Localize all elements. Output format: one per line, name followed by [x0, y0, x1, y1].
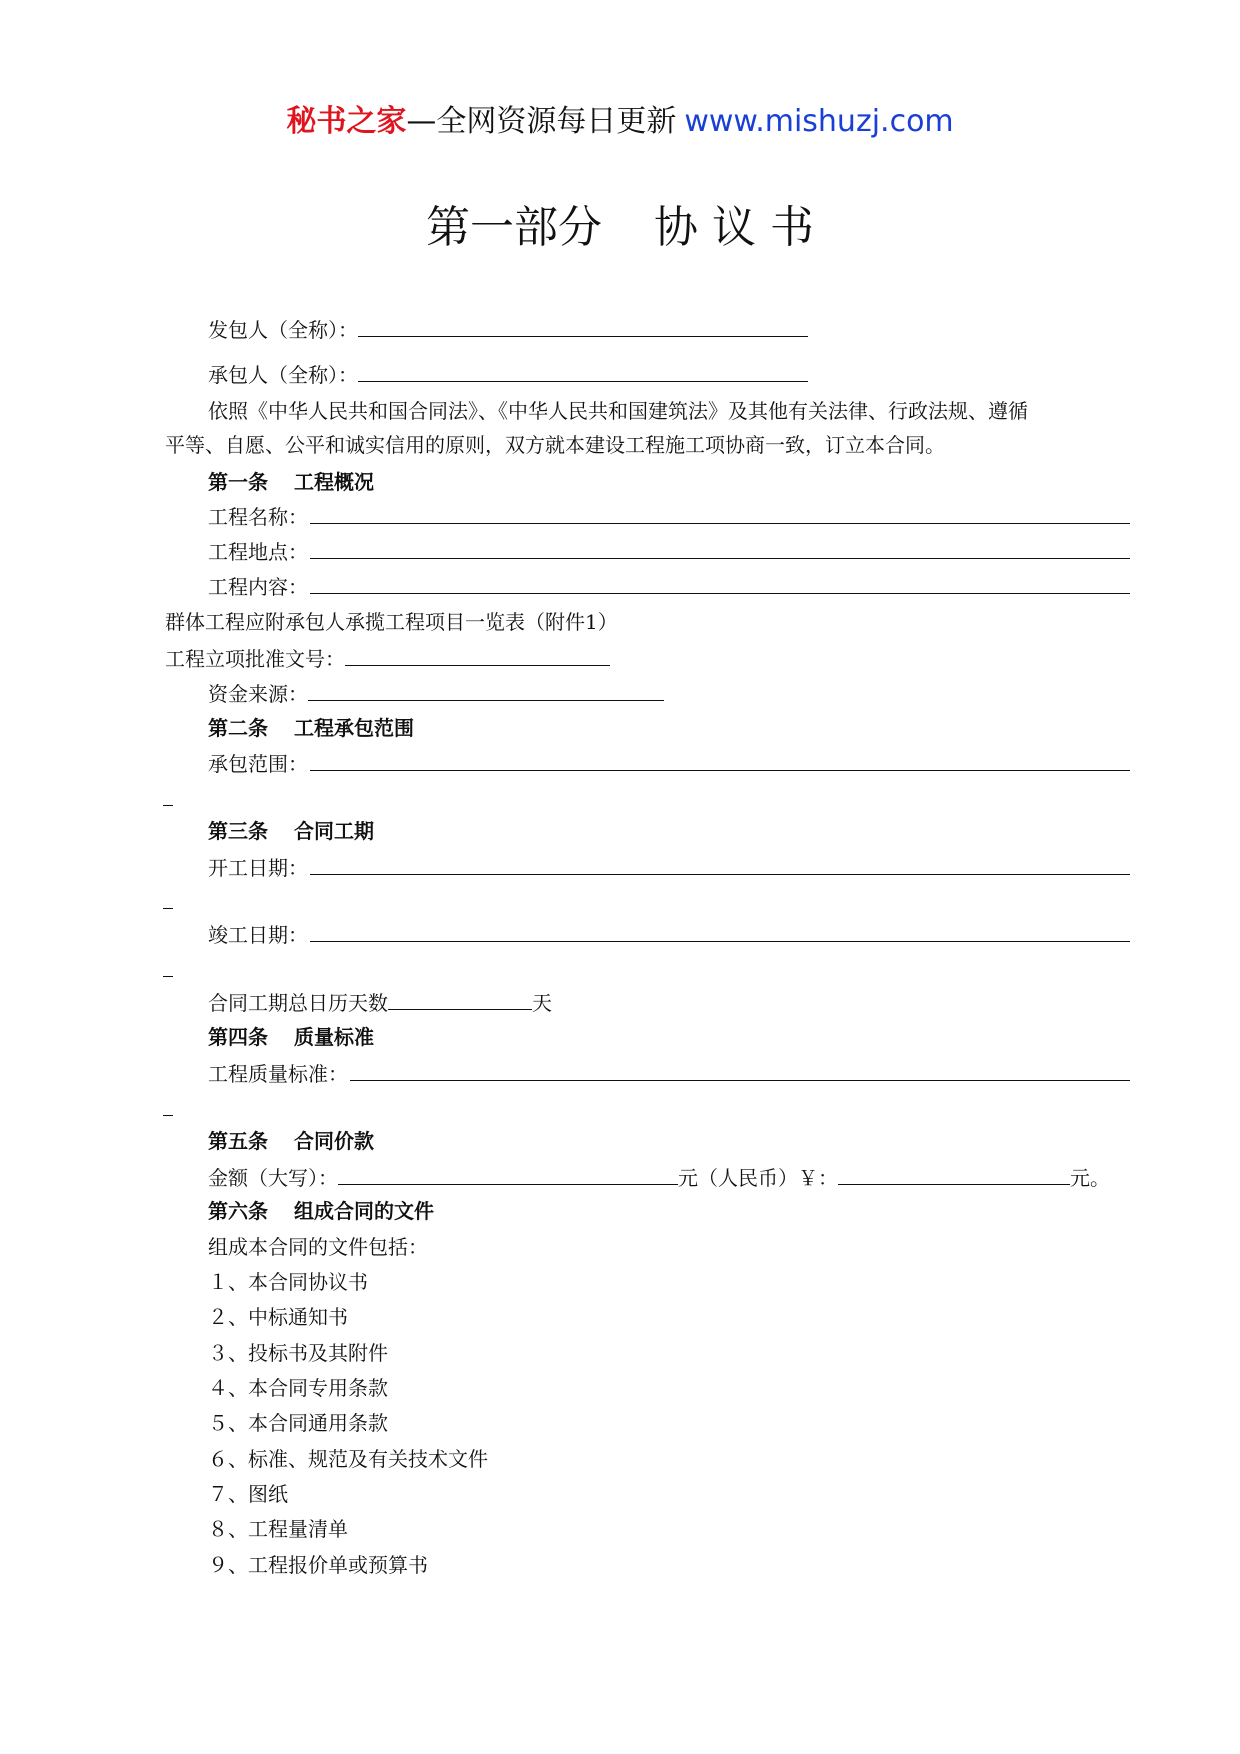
list-item: ８、工程量清单 [208, 1517, 348, 1541]
project-location-blank [310, 536, 1130, 559]
list-item: ９、工程报价单或预算书 [208, 1553, 428, 1577]
intro-line-1: 依照《中华人民共和国合同法》、《中华人民共和国建筑法》及其他有关法律、行政法规、遵循 [208, 399, 1028, 423]
contractor-line [208, 359, 808, 390]
project-name-label: 工程名称： [208, 505, 308, 529]
contract-amount-line [208, 1162, 1110, 1193]
article-3-number: 第三条 [208, 819, 268, 843]
list-item: ５、本合同通用条款 [208, 1411, 388, 1435]
approval-number-label: 工程立项批准文号： [165, 647, 345, 671]
amount-rmb-blank [838, 1162, 1070, 1185]
completion-date-blank [310, 919, 1130, 942]
article-1-number: 第一条 [208, 470, 268, 494]
article-3-title: 合同工期 [294, 819, 374, 843]
funding-source-line [208, 678, 664, 709]
list-item: ７、图纸 [208, 1482, 288, 1506]
article-2-heading [208, 713, 414, 743]
amount-rmb-label: 元（人民币）￥： [678, 1166, 838, 1190]
completion-date-continuation-dash [163, 976, 173, 977]
list-item: ２、中标通知书 [208, 1305, 348, 1329]
project-name-blank [310, 501, 1130, 524]
article-5-number: 第五条 [208, 1129, 268, 1153]
article-2-title: 工程承包范围 [294, 716, 414, 740]
employer-label: 发包人（全称）： [208, 318, 358, 342]
funding-source-blank [308, 678, 664, 701]
quality-standard-label: 工程质量标准： [208, 1062, 348, 1086]
intro-line-2: 平等、自愿、公平和诚实信用的原则，双方就本建设工程施工项协商一致，订立本合同。 [165, 433, 945, 457]
article-2-number: 第二条 [208, 716, 268, 740]
start-date-line [208, 852, 1130, 883]
quality-standard-line [208, 1058, 1130, 1089]
article-1-heading [208, 467, 374, 497]
project-location-line [208, 536, 1130, 567]
article-6-title: 组成合同的文件 [294, 1199, 434, 1223]
article-5-heading [208, 1126, 374, 1156]
list-item: ３、投标书及其附件 [208, 1341, 388, 1365]
scope-label: 承包范围： [208, 752, 308, 776]
site-header [0, 100, 1240, 144]
title-part: 第一部分 [426, 202, 602, 253]
project-content-line [208, 571, 1130, 602]
start-date-blank [310, 852, 1130, 875]
total-days-line [208, 987, 552, 1018]
project-location-label: 工程地点： [208, 540, 308, 564]
contractor-blank [358, 359, 808, 382]
total-days-unit: 天 [532, 991, 552, 1015]
article-4-number: 第四条 [208, 1025, 268, 1049]
documents-intro: 组成本合同的文件包括： [208, 1235, 428, 1259]
contractor-label: 承包人（全称）： [208, 363, 358, 387]
amount-yuan: 元。 [1070, 1166, 1110, 1190]
brand-name: 秘书之家 [286, 104, 407, 139]
article-5-title: 合同价款 [294, 1129, 374, 1153]
completion-date-label: 竣工日期： [208, 923, 308, 947]
article-6-number: 第六条 [208, 1199, 268, 1223]
project-content-blank [310, 571, 1130, 594]
scope-continuation-dash [163, 805, 173, 806]
scope-blank [310, 748, 1130, 771]
amount-words-label: 金额（大写）： [208, 1166, 338, 1190]
title-name: 协 议 书 [654, 202, 814, 253]
list-item: １、本合同协议书 [208, 1270, 368, 1294]
employer-line [208, 314, 808, 345]
total-days-blank [388, 987, 532, 1010]
header-slogan: —全网资源每日更新 [406, 104, 677, 139]
scope-line [208, 748, 1130, 779]
start-date-label: 开工日期： [208, 856, 308, 880]
article-1-title: 工程概况 [294, 470, 374, 494]
start-date-continuation-dash [163, 908, 173, 909]
project-content-label: 工程内容： [208, 575, 308, 599]
list-item: ４、本合同专用条款 [208, 1376, 388, 1400]
project-name-line [208, 501, 1130, 532]
group-project-note: 群体工程应附承包人承揽工程项目一览表（附件1） [165, 610, 618, 634]
total-days-label: 合同工期总日历天数 [208, 991, 388, 1015]
site-url-link[interactable]: www.mishuzj.com [684, 104, 954, 139]
approval-number-blank [345, 643, 610, 666]
quality-continuation-dash [163, 1115, 173, 1116]
amount-words-blank [338, 1162, 678, 1185]
funding-source-label: 资金来源： [208, 682, 308, 706]
list-item: ６、标准、规范及有关技术文件 [208, 1447, 488, 1471]
article-6-heading [208, 1196, 434, 1226]
article-3-heading [208, 816, 374, 846]
page-title [0, 196, 1240, 260]
quality-standard-blank [350, 1058, 1130, 1081]
completion-date-line [208, 919, 1130, 950]
employer-blank [358, 314, 808, 337]
approval-number-line [165, 643, 610, 674]
article-4-heading [208, 1022, 374, 1052]
article-4-title: 质量标准 [294, 1025, 374, 1049]
